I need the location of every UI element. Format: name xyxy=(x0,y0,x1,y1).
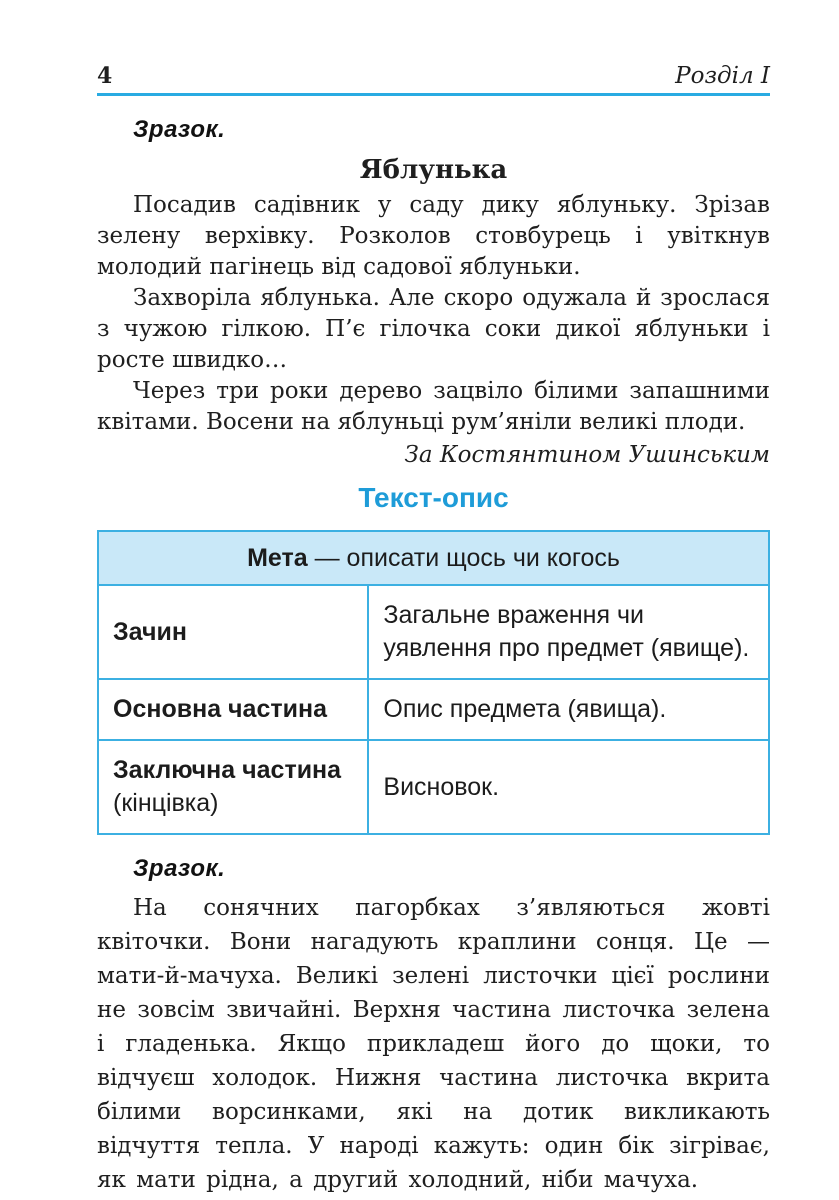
row-label: Зачин xyxy=(113,617,187,646)
row-value-cell: Загальне враження чи уявлення про предмет (явище). xyxy=(368,585,769,679)
row-value-cell: Висновок. xyxy=(368,740,769,834)
page-header xyxy=(97,64,770,88)
table-row-zakliuchna xyxy=(98,740,769,834)
sample-label-2: Зразок. xyxy=(133,855,226,882)
row-label-cell xyxy=(98,679,368,740)
table-header-cell xyxy=(98,531,769,585)
table-row-zachyn xyxy=(98,585,769,679)
row-label: Заключна частина xyxy=(113,756,342,784)
chapter-title: Розділ I xyxy=(675,63,770,89)
table-row-osnovna xyxy=(98,679,769,740)
row-label-cell xyxy=(98,585,368,679)
table-header-rest: — описати щось чи когось xyxy=(314,544,620,572)
sample-paragraph: На сонячних пагорбках з’являються жовті квіточки. Вони нагадують краплини сонця. Це — мати-й-мачуха. Великі зелені листочки цієї рослини не зовсім звичайні. Верхня частина листочка зелена і гладенька. Якщо прикладеш його до щоки, то відчуєш холодок. Нижня частина листочка вкрита білими ворсинками, які на дотик викликають відчуття тепла. У народі кажуть: один бік зігріває, як мати рідна, а другий холодний, ніби мачуха. xyxy=(97,895,770,1193)
row-value-cell: Опис предмета (явища). xyxy=(368,679,769,740)
row-label: Основна частина xyxy=(113,695,327,723)
section-heading: Текст-опис xyxy=(358,482,509,513)
row-label-cell xyxy=(98,740,368,834)
story-paragraph-2: Захворіла яблунька. Але скоро одужала й зрослася з чужою гілкою. П’є гілочка соки дикої яблуньки і росте швидко… xyxy=(97,285,770,373)
page-number: 4 xyxy=(97,63,113,89)
table-header-term: Мета xyxy=(247,544,308,572)
text-description-table xyxy=(97,530,770,835)
story-title: Яблунька xyxy=(359,155,508,185)
story-section xyxy=(97,154,770,470)
table-header-row xyxy=(98,531,769,585)
story-attribution: За Костянтином Ушинським xyxy=(404,442,770,468)
row-sublabel: (кінцівка) xyxy=(113,789,219,817)
header-rule xyxy=(97,93,770,96)
story-paragraph-1: Посадив садівник у саду дику яблуньку. Зрізав зелену верхівку. Розколов стовбурець і увіткнув молодий пагінець від садової яблуньки. xyxy=(97,192,770,280)
sample-label-1: Зразок. xyxy=(133,116,226,143)
story-paragraph-3: Через три роки дерево зацвіло білими запашними квітами. Восени на яблуньці рум’яніли великі плоди. xyxy=(97,378,770,435)
